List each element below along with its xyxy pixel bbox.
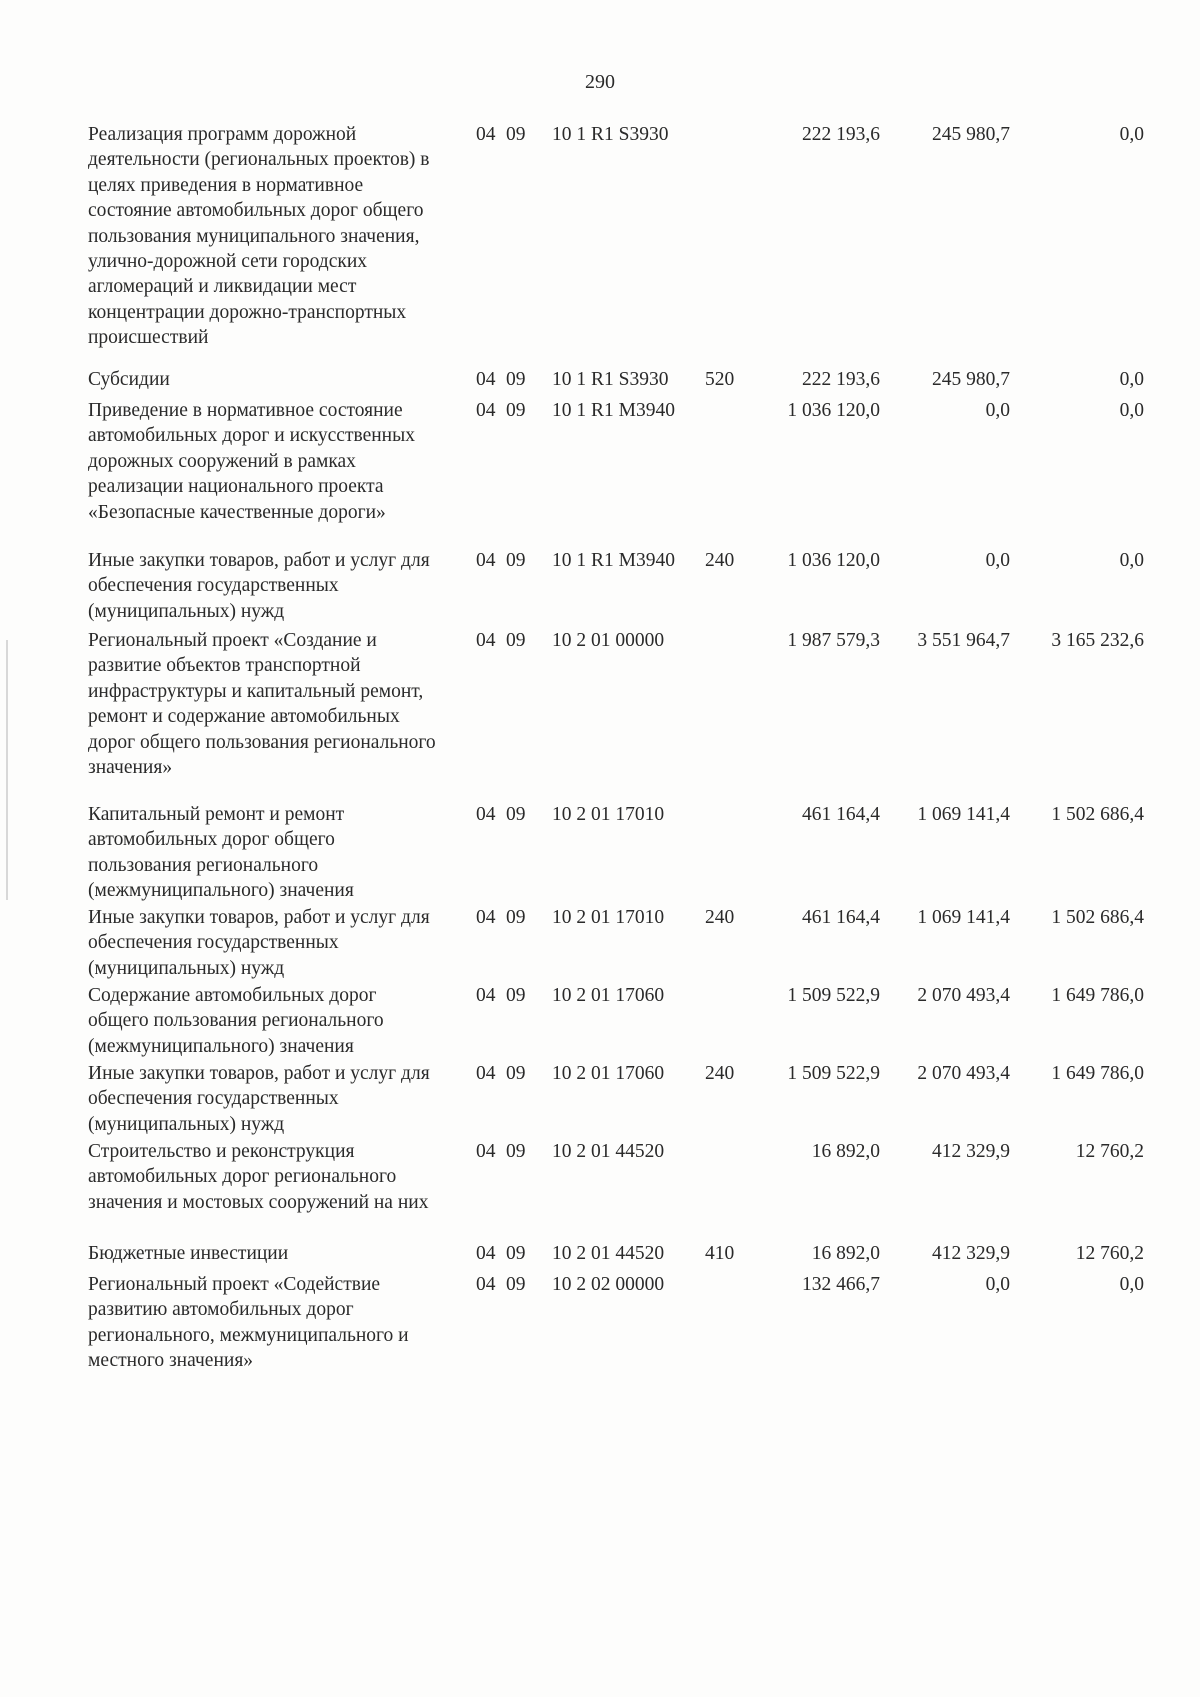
row-amount-year2: 412 329,9 [932,1243,1010,1264]
row-amount-year1: 461 164,4 [802,907,880,928]
row-section: 04 [476,369,496,390]
row-amount-year1: 1 036 120,0 [787,400,880,421]
row-amount-year3: 12 760,2 [1075,1141,1144,1162]
row-amount-year2: 1 069 141,4 [917,804,1010,825]
row-name: Субсидии [88,369,170,390]
row-section: 04 [476,907,496,928]
row-amount-year3: 12 760,2 [1075,1243,1144,1264]
row-subsection: 09 [506,630,526,651]
row-target-article: 10 1 R1 S3930 [552,369,669,390]
row-expense-type: 240 [705,907,735,928]
row-subsection: 09 [506,804,526,825]
row-amount-year1: 1 036 120,0 [787,550,880,571]
row-amount-year2: 0,0 [985,1274,1010,1295]
row-amount-year3: 1 502 686,4 [1051,907,1144,928]
row-name: Иные закупки товаров, работ и услуг для обеспечения государственных (муниципальных) нужд [88,907,430,979]
row-amount-year1: 1 987 579,3 [787,630,880,651]
row-amount-year1: 16 892,0 [811,1141,880,1162]
row-amount-year2: 2 070 493,4 [917,985,1010,1006]
row-target-article: 10 1 R1 M3940 [552,400,675,421]
row-amount-year1: 1 509 522,9 [787,1063,880,1084]
row-section: 04 [476,400,496,421]
row-section: 04 [476,1274,496,1295]
row-amount-year3: 0,0 [1119,124,1144,145]
row-subsection: 09 [506,400,526,421]
row-section: 04 [476,804,496,825]
row-amount-year3: 0,0 [1119,400,1144,421]
row-amount-year2: 2 070 493,4 [917,1063,1010,1084]
row-amount-year3: 1 502 686,4 [1051,804,1144,825]
row-amount-year2: 412 329,9 [932,1141,1010,1162]
row-section: 04 [476,630,496,651]
row-section: 04 [476,1141,496,1162]
row-amount-year2: 1 069 141,4 [917,907,1010,928]
row-subsection: 09 [506,1063,526,1084]
row-subsection: 09 [506,550,526,571]
row-section: 04 [476,1063,496,1084]
row-name: Строительство и реконструкция автомобильных дорог регионального значения и мостовых сооружений на них [88,1141,429,1213]
row-name: Капитальный ремонт и ремонт автомобильных дорог общего пользования регионального (межмуниципального) значения [88,804,354,902]
row-target-article: 10 1 R1 S3930 [552,124,669,145]
row-subsection: 09 [506,985,526,1006]
row-target-article: 10 2 01 17060 [552,985,665,1006]
scan-edge-mark [6,640,8,900]
row-target-article: 10 2 01 44520 [552,1243,665,1264]
row-section: 04 [476,1243,496,1264]
row-amount-year1: 222 193,6 [802,369,880,390]
row-expense-type: 240 [705,1063,735,1084]
row-amount-year1: 461 164,4 [802,804,880,825]
row-subsection: 09 [506,1243,526,1264]
row-name: Иные закупки товаров, работ и услуг для обеспечения государственных (муниципальных) нужд [88,1063,430,1135]
row-subsection: 09 [506,124,526,145]
row-amount-year2: 245 980,7 [932,124,1010,145]
row-amount-year1: 1 509 522,9 [787,985,880,1006]
row-target-article: 10 2 01 17010 [552,907,665,928]
row-amount-year3: 0,0 [1119,1274,1144,1295]
row-target-article: 10 2 01 00000 [552,630,665,651]
row-section: 04 [476,550,496,571]
row-name: Региональный проект «Содействие развитию автомобильных дорог регионального, межмуниципального и местного значения» [88,1274,409,1372]
row-subsection: 09 [506,369,526,390]
row-target-article: 10 2 02 00000 [552,1274,665,1295]
row-target-article: 10 2 01 44520 [552,1141,665,1162]
row-amount-year2: 3 551 964,7 [917,630,1010,651]
row-subsection: 09 [506,1141,526,1162]
row-amount-year3: 1 649 786,0 [1051,1063,1144,1084]
row-amount-year2: 0,0 [985,550,1010,571]
row-target-article: 10 2 01 17010 [552,804,665,825]
row-expense-type: 520 [705,369,735,390]
row-expense-type: 240 [705,550,735,571]
row-amount-year1: 16 892,0 [811,1243,880,1264]
row-target-article: 10 2 01 17060 [552,1063,665,1084]
row-amount-year3: 0,0 [1119,550,1144,571]
row-name: Региональный проект «Создание и развитие объектов транспортной инфраструктуры и капитальный ремонт, ремонт и содержание автомобильных дорог общего пользования регионального значения» [88,630,436,779]
row-amount-year1: 222 193,6 [802,124,880,145]
row-subsection: 09 [506,907,526,928]
row-amount-year3: 1 649 786,0 [1051,985,1144,1006]
row-section: 04 [476,985,496,1006]
row-name: Реализация программ дорожной деятельности (региональных проектов) в целях приведения в нормативное состояние автомобильных дорог общего пользования муниципального значения, улично-дорожной сети городских агломераций и ликвидации мест концентрации дорожно-транспортных происшествий [88,124,430,349]
row-amount-year3: 0,0 [1119,369,1144,390]
row-amount-year3: 3 165 232,6 [1051,630,1144,651]
row-name: Иные закупки товаров, работ и услуг для обеспечения государственных (муниципальных) нужд [88,550,430,622]
row-target-article: 10 1 R1 M3940 [552,550,675,571]
page-number: 290 [585,71,615,93]
row-name: Содержание автомобильных дорог общего пользования регионального (межмуниципального) значения [88,985,384,1057]
row-expense-type: 410 [705,1243,735,1264]
row-name: Приведение в нормативное состояние автомобильных дорог и искусственных дорожных сооружений в рамках реализации национального проекта «Безопасные качественные дороги» [88,400,415,523]
row-name: Бюджетные инвестиции [88,1243,289,1264]
row-subsection: 09 [506,1274,526,1295]
row-amount-year2: 245 980,7 [932,369,1010,390]
row-amount-year2: 0,0 [985,400,1010,421]
row-section: 04 [476,124,496,145]
row-amount-year1: 132 466,7 [802,1274,880,1295]
